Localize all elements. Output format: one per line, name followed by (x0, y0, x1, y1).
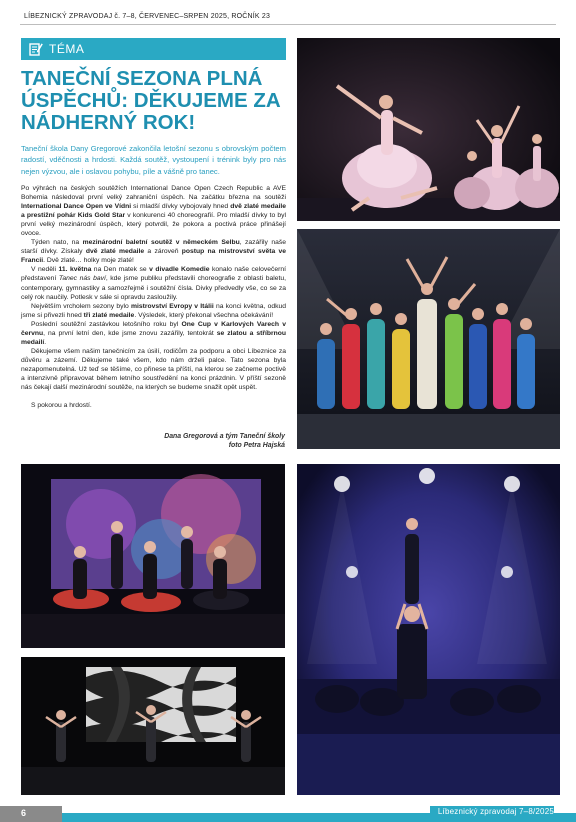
pencil-note-icon (29, 42, 43, 56)
article-body (21, 184, 286, 410)
article-signature (120, 432, 285, 450)
paragraph-vienna: Po výhrách na českých soutěžích International Dance Open Czech Republic a AVE Bohemia následoval první velký zahraniční úspěch. Na začátku března na soutěži International Dance Open ve Vídni si mladší dívky vybojovaly hned dvě zlaté medaile a prestižní pohár Kids Gold Star v konkurenci 40 choreografií. Pro mladší dívky to byl první velký mezinárodní úspěch, který potvrdil, že pokora a poctivá práce přinášejí ovoce. (21, 185, 287, 238)
photo-credit: foto Petra Hajská (228, 442, 285, 449)
article-title: TANEČNÍ SEZONA PLNÁ ÚSPĚCHŮ: DĚKUJEME ZA NÁDHERNÝ ROK! (21, 67, 280, 134)
running-header: LÍBEZNICKÝ ZPRAVODAJ č. 7–8, ČERVENEC–SRPEN 2025, ROČNÍK 23 (24, 13, 271, 20)
closing-line: S pokorou a hrdostí. (31, 402, 92, 410)
paragraph-komedie: V neděli 11. května na Den matek se v divadle Komedie konalo naše celovečerní představení Tanec nás baví, kde jsme publiku představili choreografie z oblasti baletu, contemporary, gymnastiky a samozřejmě i soutěžní čísla. Divky předvedly vše, co se za celý rok naučily. Potlesk v sále si opravdu zasloužily. (21, 266, 287, 301)
page-number-box (0, 806, 62, 822)
photo-purple-backdrop (21, 464, 285, 648)
header-divider (20, 24, 556, 25)
photo-acrobatic-blue (297, 464, 560, 795)
photo-zebra-backdrop (21, 657, 285, 795)
paragraph-selb: Týden nato, na mezinárodní baletní soutěž v německém Selbu, zazářily naše starší dívky. Získaly dvě zlaté medaile a zároveň postup na mistrovství světa ve Francii. Dvě zlaté… holky moje zlaté! (21, 239, 286, 265)
article-lead: Taneční škola Dany Gregorové zakončila letošní sezonu s obrovským počtem radostí, vděčnosti a hrdosti. Každá soutěž, vystoupení i trénink byly pro nás nejen výzvou, ale i oslavou pohybu, píle a vášně pro tanec. (21, 144, 286, 176)
section-banner (21, 38, 286, 60)
page-number: 6 (21, 808, 27, 818)
paragraph-italy: Největším vrcholem sezony bylo mistrovství Evropy v Itálii na konci května, odkud jsme si přivezli hned tři zlaté medaile. Výsledek, který překonal všechna očekávání! (21, 302, 287, 319)
photo-ballet-pink (297, 38, 560, 221)
signature-authors: Dana Gregorová a tým Taneční školy (164, 433, 285, 440)
footer-title: Líbeznický zpravodaj 7–8/2025 (430, 806, 554, 817)
paragraph-thanks: Děkujeme všem našim tanečnicím za úsilí, rodičům za podporu a obci Líbeznice za důvěru a zázemí. Děkujeme také všem, kdo nám drželi palce. Tato sezona byla nezapomenutelná. Už teď se těšíme, co přinese ta příští, na kterou se začneme poctivě a intenzivně připravovat během letního soustředění na konci prázdnin. V příští sezoně nás čekají další mezinárodní soutěže, na kterých se budeme snažit opět uspět. (21, 347, 286, 392)
photo-colorful-group (297, 229, 560, 449)
paragraph-onecup: Poslední soutěžní zastávkou letošního roku byl One Cup v Karlových Varech v červnu, na první letní den, kde jsme znovu zazářily, tentokrát se zlatou a stříbrnou medailí. (21, 320, 286, 346)
section-label: TÉMA (49, 42, 85, 56)
